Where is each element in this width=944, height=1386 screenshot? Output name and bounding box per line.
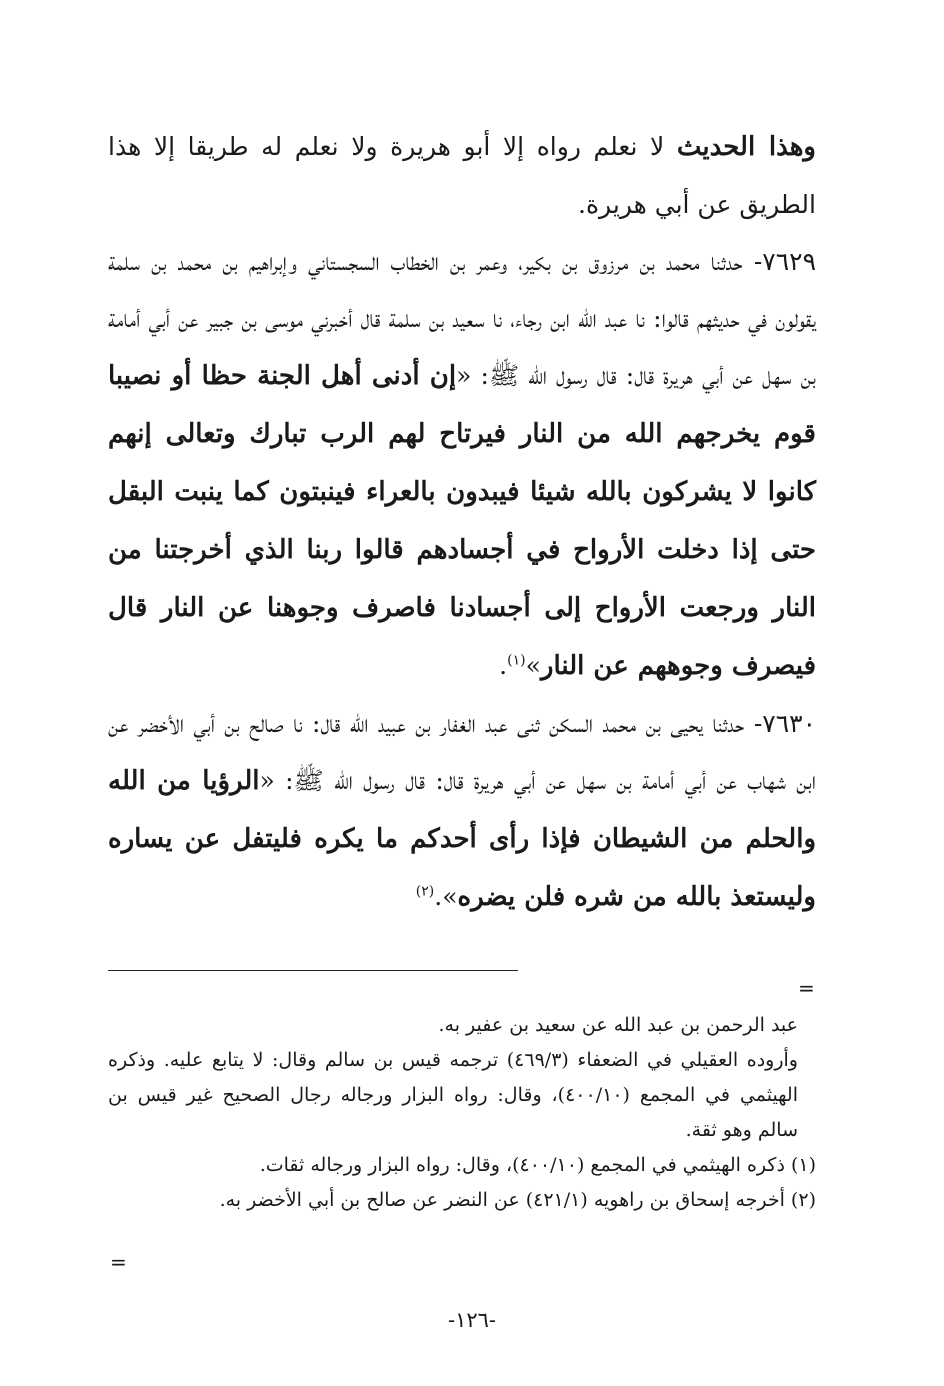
footnote-2: (٢) أخرجه إسحاق بن راهويه (٤٢١/١) عن النضر عن صالح بن أبي الأخضر به. [219, 1189, 816, 1211]
footnote-ref-2: (٢) [415, 883, 435, 900]
footnote-1: (١) ذكره الهيثمي في المجمع (٤٠٠/١٠)، وقال: رواه البزار ورجاله ثقات. [259, 1154, 816, 1176]
hadith-7630-isnad: ٧٦٣٠- حدثنا يحيى بن محمد السكن ثنى عبد الغفار بن عبيد الله قال: نا صالح بن أبي الأخضر عن ابن شهاب عن أبي أمامة بن سهل عن أبي هريرة قال: قال رسول الله ﷺ: « [108, 709, 816, 795]
page-number: -١٢٦- [447, 1308, 497, 1332]
footnote-separator [108, 970, 518, 971]
footnote-ref-1: (١) [507, 652, 526, 669]
footnotes [108, 1008, 816, 1218]
hadith-7629-isnad: ٧٦٢٩- حدثنا محمد بن مرزوق بن بكير، وعمر بن الخطاب السجستاني وإبراهيم بن محمد بن سلمة يقولون في حديثهم قالوا: نا عبد الله ابن رجاء، نا سعيد بن سلمة قال أخبرني موسى بن جبير عن أبي أمامة بن سهل عن أبي هريرة قال: قال رسول الله ﷺ: « [108, 247, 816, 390]
bold-lead: وهذا الحديث [676, 132, 816, 162]
main-text [108, 118, 816, 926]
continuation-mark: = [798, 976, 815, 1000]
footnote-continuation-1: عبد الرحمن بن عبد الله عن سعيد بن عفير به. [438, 1014, 798, 1036]
footnote-continuation-2: وأروده العقيلي في الضعفاء (٤٦٩/٣) ترجمه قيس بن سالم وقال: لا يتابع عليه. وذكره الهيثمي في المجمع (٤٠٠/١٠)، وقال: رواه البزار ورجاله رجال الصحيح غير قيس بن سالم وهو ثقة. [108, 1049, 799, 1141]
hadith-7630-close: ». [434, 882, 458, 911]
hadith-7630-matn: الرؤيا من الله والحلم من الشيطان فإذا رأى أحدكم ما يكره فليتفل عن يساره وليستعذ بالله من شره فلن يضره [108, 766, 816, 912]
hadith-7629-close: » [525, 651, 541, 680]
hadith-7630 [108, 695, 816, 926]
hadith-7629-end: . [499, 651, 508, 680]
intro-text: لا نعلم رواه إلا أبو هريرة ولا نعلم له طريقا إلا هذا الطريق عن أبي هريرة. [108, 132, 816, 219]
next-page-mark: = [110, 1250, 127, 1274]
hadith-7629 [108, 233, 816, 695]
hadith-7629-matn: إن أدنى أهل الجنة حظا أو نصيبا قوم يخرجهم الله من النار فيرتاح لهم الرب تبارك وتعالى إنهم كانوا لا يشركون بالله شيئا فيبدون بالعراء فينبتون كما ينبت البقل حتى إذا دخلت الأرواح في أجسادهم قالوا ربنا الذي أخرجتنا من النار ورجعت الأرواح إلى أجسادنا فاصرف وجوهنا عن النار قال فيصرف وجوههم عن النار [108, 361, 816, 681]
paragraph-intro [108, 118, 816, 233]
